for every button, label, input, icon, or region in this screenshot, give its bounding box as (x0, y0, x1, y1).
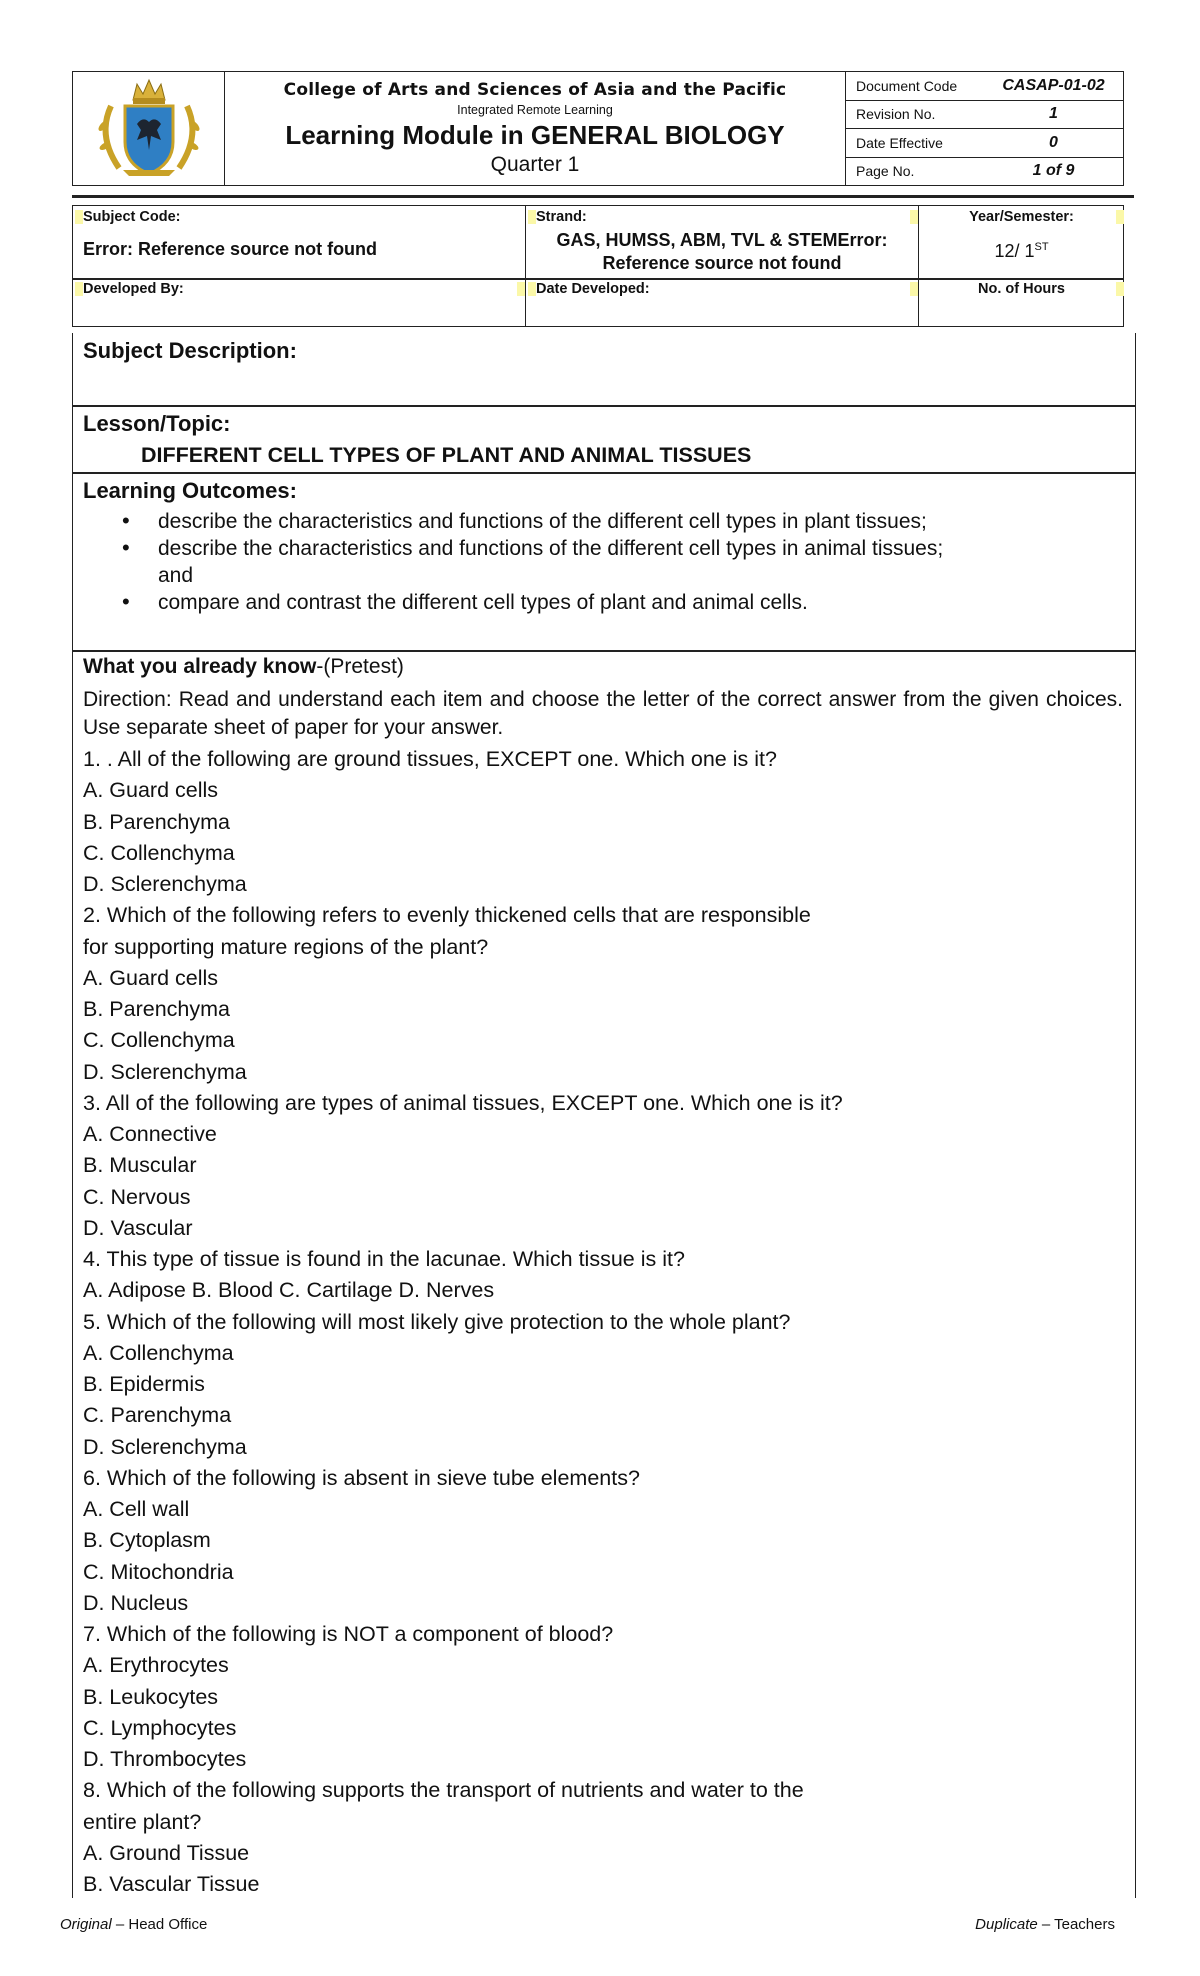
logo-cell (73, 72, 225, 185)
document-control-table (846, 72, 1123, 185)
section-divider (72, 650, 1136, 652)
pretest-direction: Direction: Read and understand each item and choose the letter of the correct answer from the given choices. Use separate sheet of paper for your answer. (83, 688, 1123, 739)
subject-code-column (73, 206, 525, 326)
section-divider (72, 405, 1136, 407)
highlight-mark (75, 282, 83, 296)
program-name: Integrated Remote Learning (457, 103, 613, 117)
answer-choice: C. Parenchyma (83, 1403, 232, 1428)
outcome-item: • describe the characteristics and functions of the different cell types in plant tissues; (122, 508, 982, 535)
footer-duplicate (975, 1916, 1115, 1933)
pretest-heading (83, 655, 404, 679)
outcome-item: • compare and contrast the different cell types of plant and animal cells. (122, 589, 982, 616)
answer-choice: A. Guard cells (83, 965, 219, 990)
module-title: Learning Module in GENERAL BIOLOGY (285, 120, 785, 150)
footer-left-em: Original (60, 1916, 112, 1933)
strand-label: Strand: (536, 209, 587, 225)
answer-choice: B. Parenchyma (83, 997, 230, 1021)
answer-choice: A. Adipose B. Blood C. Cartilage D. Nerves (83, 1278, 495, 1303)
answer-choice: for supporting mature regions of the plant? (83, 934, 489, 959)
answer-choice: A. Connective (83, 1122, 217, 1146)
highlight-mark (910, 210, 918, 224)
answer-choice: B. Vascular Tissue (83, 1872, 260, 1896)
year-semester-label: Year/Semester: (969, 209, 1074, 225)
subject-code-value: Error: Reference source not found (83, 239, 378, 259)
highlight-mark (910, 282, 918, 296)
college-crest-logo (89, 76, 209, 181)
year-value: 12/ 1 (994, 241, 1035, 261)
answer-choice: C. Mitochondria (83, 1559, 234, 1584)
answer-choice: B. Muscular (83, 1153, 197, 1178)
answer-choice: B. Leukocytes (83, 1684, 219, 1709)
answer-choice: A. Ground Tissue (83, 1840, 250, 1865)
strand-column (525, 206, 918, 326)
question-line: 1. . All of the following are ground tissues, EXCEPT one. Which one is it? (83, 747, 777, 771)
doc-row-value: 1 of 9 (1032, 162, 1075, 180)
developed-by-label: Developed By: (83, 281, 184, 297)
subject-description-heading: Subject Description: (83, 338, 297, 363)
subject-info-table (72, 205, 1124, 327)
question-line: 6. Which of the following is absent in sieve tube elements? (83, 1465, 640, 1490)
doc-row-label: Document Code (856, 77, 958, 94)
year-column (918, 206, 1124, 326)
highlight-mark (528, 210, 536, 224)
pretest-sub: -(Pretest) (316, 655, 404, 678)
answer-choice: A. Guard cells (83, 778, 219, 803)
answer-choice: A. Cell wall (83, 1497, 190, 1521)
highlight-mark (528, 282, 536, 296)
pretest-label: What you already know (83, 655, 317, 678)
answer-choice: B. Cytoplasm (83, 1528, 211, 1553)
doc-row-value: CASAP-01-02 (1002, 76, 1105, 94)
question-line: 3. All of the following are types of animal tissues, EXCEPT one. Which one is it? (83, 1090, 843, 1115)
answer-choice: D. Vascular (83, 1215, 193, 1240)
header-divider (72, 195, 1134, 198)
answer-choice: A. Collenchyma (83, 1340, 234, 1365)
footer-right-rest: – Teachers (1037, 1916, 1115, 1933)
answer-choice: entire plant? (83, 1809, 202, 1834)
pretest-questions (83, 744, 1123, 1900)
learning-outcomes-heading: Learning Outcomes: (83, 478, 297, 503)
answer-choice: B. Parenchyma (83, 809, 230, 834)
highlight-mark (517, 282, 525, 296)
doc-row-label: Page No. (856, 163, 915, 180)
college-name: College of Arts and Sciences of Asia and the Pacific (283, 80, 787, 100)
question-line: 4. This type of tissue is found in the lacunae. Which tissue is it? (83, 1247, 685, 1271)
doc-row-code (846, 72, 1123, 101)
answer-choice: D. Thrombocytes (83, 1747, 247, 1771)
doc-row-revision (846, 101, 1123, 130)
highlight-mark (75, 210, 83, 224)
lesson-topic-title: DIFFERENT CELL TYPES OF PLANT AND ANIMAL TISSUES (141, 443, 752, 467)
section-divider (72, 472, 1136, 474)
lesson-topic-heading: Lesson/Topic: (83, 411, 231, 436)
answer-choice: C. Collenchyma (83, 840, 235, 865)
question-line: 8. Which of the following supports the transport of nutrients and water to the (83, 1778, 804, 1803)
footer-right-em: Duplicate (975, 1916, 1038, 1933)
doc-row-page (846, 158, 1123, 186)
footer-original (60, 1916, 207, 1933)
quarter-label: Quarter 1 (490, 153, 580, 176)
answer-choice: C. Lymphocytes (83, 1715, 237, 1740)
answer-choice: D. Sclerenchyma (83, 1434, 247, 1459)
doc-row-value: 1 (1049, 105, 1058, 123)
doc-row-label: Date Effective (856, 134, 943, 151)
learning-outcomes-list (122, 508, 982, 616)
footer-left-rest: – Head Office (111, 1916, 208, 1933)
answer-choice: B. Epidermis (83, 1372, 205, 1396)
answer-choice: D. Nucleus (83, 1590, 189, 1615)
subject-code-label: Subject Code: (83, 209, 181, 225)
strand-value-line-2: Reference source not found (602, 253, 842, 273)
hours-label: No. of Hours (978, 281, 1065, 297)
question-line: 5. Which of the following will most likely give protection to the whole plant? (83, 1309, 791, 1334)
answer-choice: A. Erythrocytes (83, 1653, 229, 1678)
answer-choice: C. Nervous (83, 1184, 191, 1209)
answer-choice: C. Collenchyma (83, 1028, 235, 1053)
answer-choice: D. Sclerenchyma (83, 1059, 247, 1084)
year-semester-value (919, 241, 1124, 262)
doc-row-date-effective (846, 129, 1123, 158)
question-line: 2. Which of the following refers to evenly thickened cells that are responsible (83, 903, 811, 928)
outcome-item: • describe the characteristics and functions of the different cell types in animal tissues; and (122, 535, 982, 589)
year-superscript: ST (1034, 241, 1049, 253)
date-developed-label: Date Developed: (536, 281, 650, 297)
title-cell (225, 72, 846, 185)
question-line: 7. Which of the following is NOT a component of blood? (83, 1622, 614, 1646)
strand-value-line-1: GAS, HUMSS, ABM, TVL & STEMError: (556, 230, 888, 250)
doc-row-label: Revision No. (856, 106, 936, 123)
answer-choice: D. Sclerenchyma (83, 872, 247, 896)
doc-row-value: 0 (1049, 133, 1058, 151)
document-header (72, 71, 1124, 186)
